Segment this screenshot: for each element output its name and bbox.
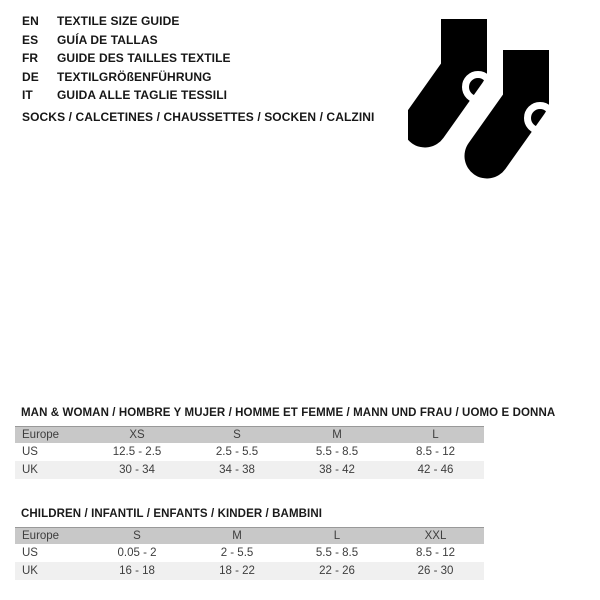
language-row [22,12,231,31]
table-header-row [15,528,484,545]
size-cell: 42 - 46 [417,464,454,476]
section-man-woman [15,407,556,479]
column-header-size: M [232,530,242,542]
language-code: EN [22,14,39,28]
language-code: DE [22,69,39,84]
size-cell: 38 - 42 [319,464,355,476]
column-header-size: XS [129,429,145,441]
size-cell: 12.5 - 2.5 [112,446,162,458]
column-header-size: S [133,530,141,542]
size-cell: 16 - 18 [119,565,155,577]
language-code: FR [22,51,39,65]
column-header-europe: Europe [22,429,60,441]
language-label: TEXTILE SIZE GUIDE [57,14,180,28]
size-cell: 8.5 - 12 [416,547,455,559]
section-title-children: CHILDREN / INFANTIL / ENFANTS / KINDER / BAMBINI [21,508,323,520]
size-cell: 26 - 30 [417,565,454,577]
size-cell: 0.05 - 2 [117,547,157,559]
language-row [22,49,231,68]
sock-back [425,19,491,125]
language-row [22,31,231,50]
row-label: UK [22,565,38,577]
language-row [22,86,231,105]
language-label: TEXTILGRÖßENFÜHRUNG [57,69,212,84]
language-label: GUIDA ALLE TAGLIE TESSILI [57,88,228,102]
section-children [15,508,484,580]
column-header-size: M [332,429,342,441]
column-header-size: S [233,429,241,441]
row-label: US [22,446,38,458]
size-cell: 2 - 5.5 [220,547,254,559]
language-code: ES [22,32,39,47]
size-cell: 34 - 38 [219,464,255,476]
table-header-row [15,427,484,444]
category-title: SOCKS / CALCETINES / CHAUSSETTES / SOCKEN / CALZINI [22,110,375,124]
size-cell: 2.5 - 5.5 [215,446,259,458]
table-row-uk [15,461,484,479]
column-header-size: L [333,530,341,542]
size-table-man-woman [15,426,484,479]
size-cell: 30 - 34 [119,464,155,476]
size-cell: 8.5 - 12 [416,446,455,458]
size-cell: 22 - 26 [319,565,355,577]
column-header-europe: Europe [22,530,60,542]
size-cell: 5.5 - 8.5 [315,446,359,458]
row-label: UK [22,464,38,476]
column-header-size: XXL [424,530,447,542]
size-cell: 5.5 - 8.5 [315,547,359,559]
language-label: GUÍA DE TALLAS [57,32,158,47]
table-row-us [15,544,484,562]
table-row-us [15,443,484,461]
language-code: IT [22,88,33,102]
socks-icon [408,10,560,182]
language-list [22,12,231,105]
language-label: GUIDE DES TAILLES TEXTILE [57,51,231,65]
section-title-man-woman: MAN & WOMAN / HOMBRE Y MUJER / HOMME ET FEMME / MANN UND FRAU / UOMO E DONNA [21,407,556,419]
row-label: US [22,547,38,559]
table-row-uk [15,562,484,580]
size-cell: 18 - 22 [219,565,255,577]
socks-icon-svg [408,10,560,182]
sock-front [487,44,555,156]
language-row [22,68,231,87]
column-header-size: L [432,429,439,441]
size-table-children [15,527,484,580]
